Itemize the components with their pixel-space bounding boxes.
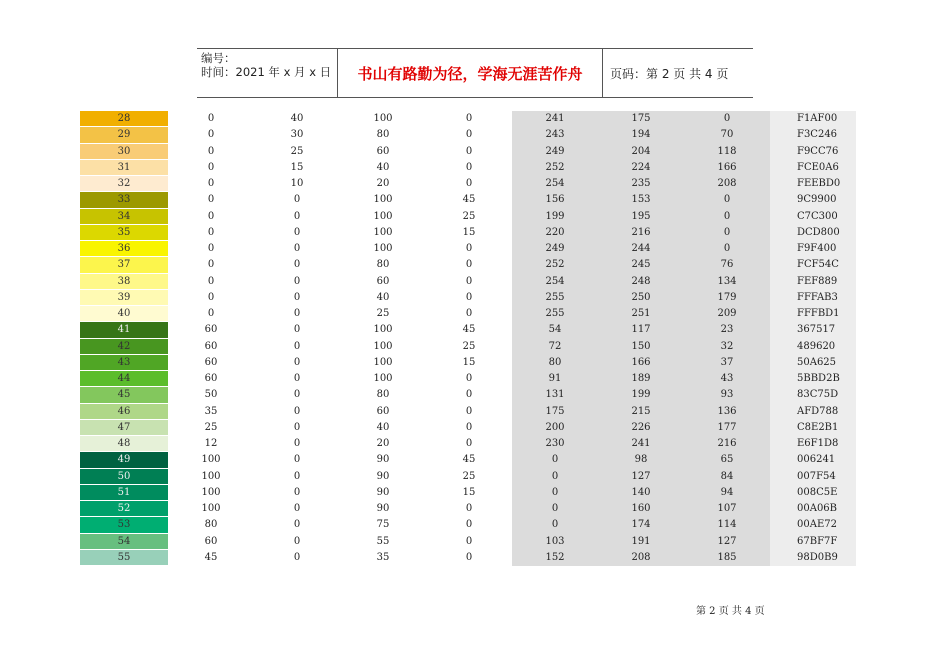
hex-code-cell: F9CC76	[770, 143, 856, 159]
rgb-g-cell: 250	[598, 289, 684, 305]
cmyk-k-cell: 45	[462, 454, 476, 466]
cmyk-c-cell: 0	[207, 194, 215, 206]
hex-code-cell: FFFAB3	[770, 289, 856, 305]
rgb-b-cell: 0	[684, 224, 770, 240]
rgb-b-cell: 76	[684, 257, 770, 273]
cmyk-y-cell: 60	[376, 405, 390, 417]
color-table	[80, 111, 856, 566]
hex-code-cell: 5BBD2B	[770, 371, 856, 387]
cmyk-m-cell: 0	[293, 275, 301, 287]
cmyk-c-cell: 0	[207, 145, 215, 157]
hex-code-cell: 007F54	[770, 468, 856, 484]
cmyk-c-cell: 0	[207, 178, 215, 190]
cmyk-k-cell: 45	[462, 194, 476, 206]
cmyk-c-cell: 0	[207, 243, 215, 255]
cmyk-c-cell: 0	[207, 129, 215, 141]
rgb-g-cell: 208	[598, 549, 684, 565]
rgb-r-cell: 249	[512, 143, 598, 159]
cmyk-m-cell: 0	[293, 194, 301, 206]
rgb-b-cell: 216	[684, 436, 770, 452]
cmyk-m-cell: 0	[293, 226, 301, 238]
cmyk-m-cell: 0	[293, 438, 301, 450]
rgb-g-cell: 194	[598, 127, 684, 143]
rgb-b-cell: 0	[684, 241, 770, 257]
cmyk-c-cell: 12	[204, 438, 218, 450]
cmyk-y-cell: 55	[376, 535, 390, 547]
cmyk-c-cell: 0	[207, 113, 215, 125]
cmyk-c-cell: 80	[204, 519, 218, 531]
rgb-b-cell: 0	[684, 111, 770, 127]
hex-code-cell: 00AE72	[770, 517, 856, 533]
rgb-g-cell: 153	[598, 192, 684, 208]
color-index-swatch: 38	[80, 273, 168, 289]
cmyk-m-cell: 0	[293, 421, 301, 433]
cmyk-k-cell: 0	[465, 503, 473, 515]
cmyk-y-cell: 80	[376, 389, 390, 401]
color-index-swatch: 41	[80, 322, 168, 338]
color-index-swatch: 39	[80, 289, 168, 305]
cmyk-m-cell: 0	[293, 243, 301, 255]
cmyk-y-cell: 75	[376, 519, 390, 531]
cmyk-y-cell: 60	[376, 275, 390, 287]
cmyk-k-cell: 0	[465, 308, 473, 320]
header-meta	[197, 49, 338, 97]
cmyk-k-cell: 0	[465, 275, 473, 287]
page-header	[197, 48, 753, 98]
cmyk-m-cell: 30	[290, 129, 304, 141]
cmyk-m-cell: 0	[293, 486, 301, 498]
hex-code-cell: 98D0B9	[770, 549, 856, 565]
table-row	[80, 208, 856, 224]
table-row	[80, 241, 856, 257]
rgb-r-cell: 0	[512, 468, 598, 484]
hex-code-cell: AFD788	[770, 403, 856, 419]
rgb-r-cell: 230	[512, 436, 598, 452]
cmyk-y-cell: 40	[376, 291, 390, 303]
table-row	[80, 338, 856, 354]
cmyk-m-cell: 0	[293, 356, 301, 368]
table-row	[80, 176, 856, 192]
color-index-swatch: 36	[80, 241, 168, 257]
cmyk-c-cell: 35	[204, 405, 218, 417]
rgb-b-cell: 208	[684, 176, 770, 192]
color-index-swatch: 46	[80, 403, 168, 419]
rgb-r-cell: 199	[512, 208, 598, 224]
cmyk-k-cell: 15	[462, 226, 476, 238]
rgb-g-cell: 175	[598, 111, 684, 127]
rgb-g-cell: 244	[598, 241, 684, 257]
cmyk-k-cell: 25	[462, 210, 476, 222]
cmyk-y-cell: 90	[376, 454, 390, 466]
cmyk-y-cell: 100	[373, 210, 393, 222]
color-index-swatch: 43	[80, 354, 168, 370]
table-row	[80, 517, 856, 533]
cmyk-c-cell: 60	[204, 535, 218, 547]
cmyk-k-cell: 0	[465, 243, 473, 255]
hex-code-cell: 83C75D	[770, 387, 856, 403]
rgb-r-cell: 220	[512, 224, 598, 240]
cmyk-k-cell: 0	[465, 129, 473, 141]
rgb-g-cell: 204	[598, 143, 684, 159]
cmyk-y-cell: 90	[376, 486, 390, 498]
color-index-swatch: 47	[80, 419, 168, 435]
rgb-b-cell: 134	[684, 273, 770, 289]
cmyk-m-cell: 0	[293, 308, 301, 320]
hex-code-cell: C8E2B1	[770, 419, 856, 435]
rgb-r-cell: 152	[512, 549, 598, 565]
cmyk-m-cell: 0	[293, 551, 301, 563]
rgb-b-cell: 179	[684, 289, 770, 305]
cmyk-k-cell: 0	[465, 438, 473, 450]
cmyk-m-cell: 0	[293, 454, 301, 466]
table-row	[80, 127, 856, 143]
rgb-b-cell: 70	[684, 127, 770, 143]
cmyk-m-cell: 0	[293, 535, 301, 547]
hex-code-cell: FCE0A6	[770, 159, 856, 175]
table-row	[80, 436, 856, 452]
cmyk-k-cell: 15	[462, 356, 476, 368]
table-row	[80, 322, 856, 338]
hex-code-cell: FEEBD0	[770, 176, 856, 192]
rgb-b-cell: 136	[684, 403, 770, 419]
table-row	[80, 111, 856, 127]
rgb-g-cell: 226	[598, 419, 684, 435]
cmyk-k-cell: 45	[462, 324, 476, 336]
rgb-g-cell: 98	[598, 452, 684, 468]
hex-code-cell: 489620	[770, 338, 856, 354]
table-row	[80, 419, 856, 435]
color-index-swatch: 40	[80, 306, 168, 322]
cmyk-c-cell: 0	[207, 161, 215, 173]
table-row	[80, 192, 856, 208]
rgb-b-cell: 94	[684, 484, 770, 500]
rgb-g-cell: 166	[598, 354, 684, 370]
rgb-g-cell: 224	[598, 159, 684, 175]
cmyk-y-cell: 60	[376, 145, 390, 157]
hex-code-cell: 50A625	[770, 354, 856, 370]
cmyk-c-cell: 100	[201, 503, 221, 515]
cmyk-c-cell: 45	[204, 551, 218, 563]
hex-code-cell: 367517	[770, 322, 856, 338]
color-index-swatch: 37	[80, 257, 168, 273]
hex-code-cell: F1AF00	[770, 111, 856, 127]
cmyk-k-cell: 0	[465, 519, 473, 531]
cmyk-y-cell: 20	[376, 178, 390, 190]
cmyk-c-cell: 60	[204, 340, 218, 352]
rgb-b-cell: 209	[684, 306, 770, 322]
table-row	[80, 468, 856, 484]
rgb-g-cell: 248	[598, 273, 684, 289]
rgb-b-cell: 185	[684, 549, 770, 565]
cmyk-y-cell: 80	[376, 259, 390, 271]
cmyk-k-cell: 0	[465, 535, 473, 547]
cmyk-c-cell: 100	[201, 486, 221, 498]
cmyk-y-cell: 100	[373, 243, 393, 255]
table-row	[80, 403, 856, 419]
cmyk-y-cell: 100	[373, 373, 393, 385]
rgb-g-cell: 251	[598, 306, 684, 322]
table-row	[80, 306, 856, 322]
table-row	[80, 354, 856, 370]
header-page-code: 页码：第 2 页 共 4 页	[610, 66, 729, 81]
color-index-swatch: 48	[80, 436, 168, 452]
cmyk-y-cell: 35	[376, 551, 390, 563]
rgb-b-cell: 43	[684, 371, 770, 387]
cmyk-m-cell: 0	[293, 259, 301, 271]
cmyk-m-cell: 0	[293, 324, 301, 336]
table-row	[80, 143, 856, 159]
rgb-g-cell: 199	[598, 387, 684, 403]
cmyk-y-cell: 100	[373, 226, 393, 238]
cmyk-c-cell: 60	[204, 373, 218, 385]
rgb-g-cell: 235	[598, 176, 684, 192]
rgb-r-cell: 241	[512, 111, 598, 127]
cmyk-m-cell: 0	[293, 340, 301, 352]
cmyk-c-cell: 0	[207, 259, 215, 271]
rgb-b-cell: 127	[684, 533, 770, 549]
rgb-r-cell: 0	[512, 452, 598, 468]
cmyk-y-cell: 25	[376, 308, 390, 320]
rgb-g-cell: 174	[598, 517, 684, 533]
cmyk-y-cell: 100	[373, 340, 393, 352]
cmyk-c-cell: 0	[207, 308, 215, 320]
cmyk-m-cell: 0	[293, 389, 301, 401]
rgb-r-cell: 255	[512, 306, 598, 322]
cmyk-c-cell: 0	[207, 226, 215, 238]
cmyk-y-cell: 100	[373, 113, 393, 125]
rgb-b-cell: 177	[684, 419, 770, 435]
table-row	[80, 484, 856, 500]
rgb-b-cell: 114	[684, 517, 770, 533]
rgb-r-cell: 254	[512, 176, 598, 192]
cmyk-k-cell: 0	[465, 389, 473, 401]
cmyk-m-cell: 25	[290, 145, 304, 157]
table-row	[80, 549, 856, 565]
cmyk-y-cell: 20	[376, 438, 390, 450]
rgb-g-cell: 216	[598, 224, 684, 240]
cmyk-y-cell: 100	[373, 324, 393, 336]
rgb-g-cell: 241	[598, 436, 684, 452]
rgb-b-cell: 32	[684, 338, 770, 354]
cmyk-c-cell: 100	[201, 470, 221, 482]
hex-code-cell: 006241	[770, 452, 856, 468]
cmyk-c-cell: 0	[207, 291, 215, 303]
color-index-swatch: 28	[80, 111, 168, 127]
cmyk-y-cell: 90	[376, 503, 390, 515]
hex-code-cell: F3C246	[770, 127, 856, 143]
rgb-b-cell: 93	[684, 387, 770, 403]
rgb-g-cell: 195	[598, 208, 684, 224]
rgb-b-cell: 107	[684, 501, 770, 517]
rgb-r-cell: 0	[512, 517, 598, 533]
header-time-label: 时间：2021 年 x 月 x 日	[201, 65, 332, 79]
table-row	[80, 159, 856, 175]
rgb-b-cell: 166	[684, 159, 770, 175]
rgb-g-cell: 127	[598, 468, 684, 484]
rgb-b-cell: 37	[684, 354, 770, 370]
rgb-r-cell: 103	[512, 533, 598, 549]
header-motto: 书山有路勤为径，学海无涯苦作舟	[338, 49, 603, 97]
cmyk-y-cell: 80	[376, 129, 390, 141]
rgb-r-cell: 80	[512, 354, 598, 370]
table-row	[80, 371, 856, 387]
color-index-swatch: 29	[80, 127, 168, 143]
footer-page-number: 第 2 页 共 4 页	[696, 606, 765, 617]
rgb-g-cell: 245	[598, 257, 684, 273]
hex-code-cell: 9C9900	[770, 192, 856, 208]
cmyk-m-cell: 40	[290, 113, 304, 125]
cmyk-c-cell: 60	[204, 324, 218, 336]
rgb-r-cell: 243	[512, 127, 598, 143]
cmyk-k-cell: 0	[465, 259, 473, 271]
color-index-swatch: 35	[80, 224, 168, 240]
cmyk-k-cell: 25	[462, 340, 476, 352]
cmyk-c-cell: 50	[204, 389, 218, 401]
rgb-r-cell: 252	[512, 159, 598, 175]
rgb-g-cell: 150	[598, 338, 684, 354]
rgb-g-cell: 189	[598, 371, 684, 387]
cmyk-k-cell: 15	[462, 486, 476, 498]
hex-code-cell: C7C300	[770, 208, 856, 224]
rgb-g-cell: 191	[598, 533, 684, 549]
cmyk-m-cell: 0	[293, 210, 301, 222]
cmyk-m-cell: 0	[293, 291, 301, 303]
header-number-label: 编号：	[201, 51, 236, 65]
cmyk-k-cell: 0	[465, 405, 473, 417]
cmyk-m-cell: 15	[290, 161, 304, 173]
cmyk-m-cell: 0	[293, 405, 301, 417]
table-row	[80, 257, 856, 273]
table-row	[80, 452, 856, 468]
table-row	[80, 273, 856, 289]
color-index-swatch: 42	[80, 338, 168, 354]
table-row	[80, 289, 856, 305]
hex-code-cell: 008C5E	[770, 484, 856, 500]
cmyk-k-cell: 0	[465, 113, 473, 125]
cmyk-k-cell: 0	[465, 161, 473, 173]
rgb-r-cell: 91	[512, 371, 598, 387]
color-index-swatch: 31	[80, 159, 168, 175]
hex-code-cell: 00A06B	[770, 501, 856, 517]
rgb-r-cell: 54	[512, 322, 598, 338]
color-index-swatch: 51	[80, 484, 168, 500]
hex-code-cell: DCD800	[770, 224, 856, 240]
table-row	[80, 224, 856, 240]
rgb-r-cell: 254	[512, 273, 598, 289]
rgb-b-cell: 23	[684, 322, 770, 338]
cmyk-y-cell: 100	[373, 194, 393, 206]
rgb-b-cell: 84	[684, 468, 770, 484]
cmyk-k-cell: 0	[465, 145, 473, 157]
color-index-swatch: 50	[80, 468, 168, 484]
rgb-b-cell: 0	[684, 208, 770, 224]
rgb-r-cell: 200	[512, 419, 598, 435]
rgb-r-cell: 255	[512, 289, 598, 305]
cmyk-y-cell: 40	[376, 161, 390, 173]
hex-code-cell: F9F400	[770, 241, 856, 257]
rgb-g-cell: 140	[598, 484, 684, 500]
color-index-swatch: 44	[80, 371, 168, 387]
cmyk-k-cell: 0	[465, 421, 473, 433]
rgb-b-cell: 118	[684, 143, 770, 159]
cmyk-y-cell: 100	[373, 356, 393, 368]
color-index-swatch: 32	[80, 176, 168, 192]
rgb-b-cell: 65	[684, 452, 770, 468]
cmyk-m-cell: 0	[293, 373, 301, 385]
color-index-swatch: 45	[80, 387, 168, 403]
cmyk-y-cell: 90	[376, 470, 390, 482]
cmyk-m-cell: 10	[290, 178, 304, 190]
color-index-swatch: 34	[80, 208, 168, 224]
rgb-g-cell: 160	[598, 501, 684, 517]
hex-code-cell: 67BF7F	[770, 533, 856, 549]
color-index-swatch: 54	[80, 533, 168, 549]
rgb-r-cell: 0	[512, 501, 598, 517]
cmyk-c-cell: 25	[204, 421, 218, 433]
rgb-g-cell: 117	[598, 322, 684, 338]
cmyk-c-cell: 60	[204, 356, 218, 368]
cmyk-c-cell: 0	[207, 210, 215, 222]
color-index-swatch: 55	[80, 549, 168, 565]
table-row	[80, 533, 856, 549]
cmyk-k-cell: 0	[465, 291, 473, 303]
cmyk-m-cell: 0	[293, 503, 301, 515]
rgb-g-cell: 215	[598, 403, 684, 419]
table-row	[80, 501, 856, 517]
table-row	[80, 387, 856, 403]
rgb-r-cell: 131	[512, 387, 598, 403]
hex-code-cell: E6F1D8	[770, 436, 856, 452]
cmyk-c-cell: 0	[207, 275, 215, 287]
cmyk-m-cell: 0	[293, 519, 301, 531]
cmyk-m-cell: 0	[293, 470, 301, 482]
rgb-r-cell: 175	[512, 403, 598, 419]
cmyk-k-cell: 25	[462, 470, 476, 482]
color-index-swatch: 30	[80, 143, 168, 159]
rgb-r-cell: 72	[512, 338, 598, 354]
cmyk-y-cell: 40	[376, 421, 390, 433]
rgb-r-cell: 252	[512, 257, 598, 273]
color-table-body	[80, 111, 856, 566]
cmyk-k-cell: 0	[465, 373, 473, 385]
rgb-r-cell: 249	[512, 241, 598, 257]
rgb-b-cell: 0	[684, 192, 770, 208]
color-index-swatch: 49	[80, 452, 168, 468]
cmyk-k-cell: 0	[465, 178, 473, 190]
cmyk-c-cell: 100	[201, 454, 221, 466]
cmyk-k-cell: 0	[465, 551, 473, 563]
color-index-swatch: 53	[80, 517, 168, 533]
color-index-swatch: 52	[80, 501, 168, 517]
rgb-r-cell: 0	[512, 484, 598, 500]
color-index-swatch: 33	[80, 192, 168, 208]
hex-code-cell: FCF54C	[770, 257, 856, 273]
hex-code-cell: FEF889	[770, 273, 856, 289]
rgb-r-cell: 156	[512, 192, 598, 208]
hex-code-cell: FFFBD1	[770, 306, 856, 322]
